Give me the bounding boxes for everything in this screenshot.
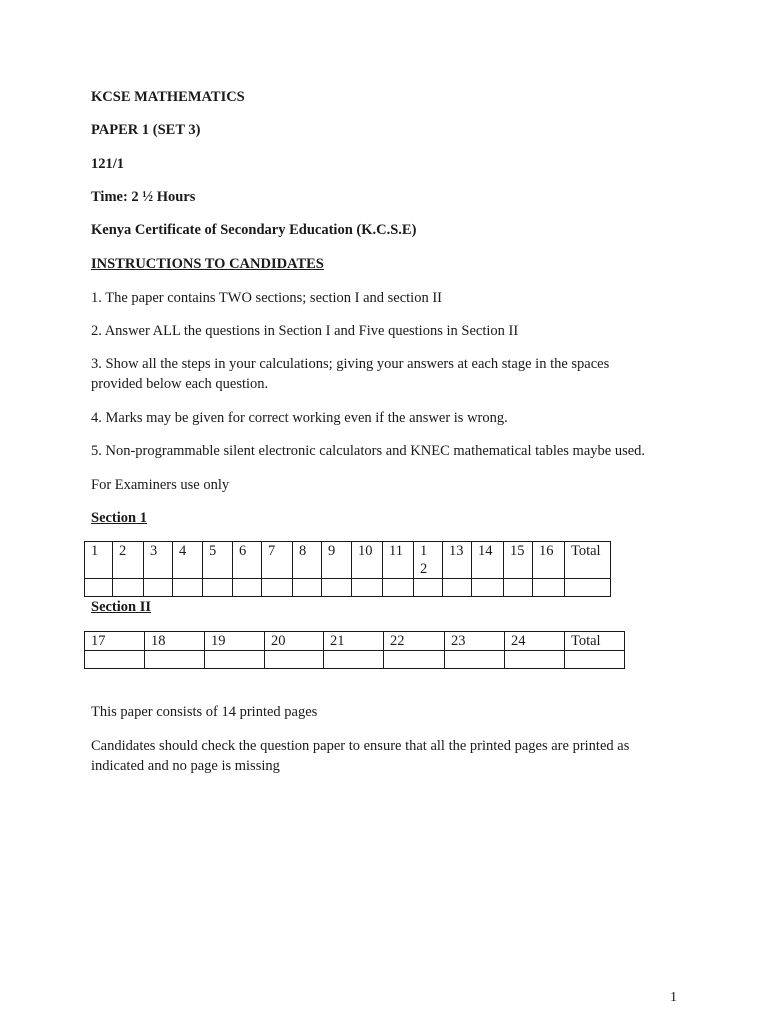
table-header-cell: 13 <box>443 542 472 579</box>
table-header-cell: 18 <box>145 632 205 651</box>
marks-cell <box>85 579 113 597</box>
instruction-item: 3. Show all the steps in your calculations; giving your answers at each stage in the spaces provided below each question. <box>91 356 610 392</box>
marks-cell <box>384 651 445 669</box>
marks-cell <box>414 579 443 597</box>
table-header-cell: 15 <box>504 542 533 579</box>
marks-cell <box>445 651 505 669</box>
marks-entry-row <box>85 651 625 669</box>
table-header-cell: 7 <box>262 542 293 579</box>
marks-cell <box>505 651 565 669</box>
marks-cell <box>233 579 262 597</box>
table-header-cell: 11 <box>383 542 414 579</box>
marks-cell <box>265 651 324 669</box>
marks-entry-row <box>85 579 611 597</box>
table-header-cell: 19 <box>205 632 265 651</box>
table-header-cell: 2 <box>113 542 144 579</box>
table-header-cell: 1 2 <box>414 542 443 579</box>
table-header-cell: 24 <box>505 632 565 651</box>
table-header-cell: 10 <box>352 542 383 579</box>
marks-cell <box>322 579 352 597</box>
table-header-cell: 22 <box>384 632 445 651</box>
marks-cell <box>293 579 322 597</box>
marks-cell <box>565 651 625 669</box>
table-header-cell: 5 <box>203 542 233 579</box>
marks-cell <box>565 579 611 597</box>
marks-cell <box>383 579 414 597</box>
paper-label: PAPER 1 (SET 3) <box>91 122 201 138</box>
section1-marks-table <box>84 541 611 597</box>
table-header-cell: 14 <box>472 542 504 579</box>
certificate-name: Kenya Certificate of Secondary Education (K.C.S.E) <box>91 222 417 238</box>
marks-cell <box>144 579 173 597</box>
marks-cell <box>173 579 203 597</box>
examiners-label: For Examiners use only <box>91 477 230 493</box>
table-header-cell: 17 <box>85 632 145 651</box>
marks-cell <box>145 651 205 669</box>
time-allowed: Time: 2 ½ Hours <box>91 189 196 205</box>
marks-cell <box>443 579 472 597</box>
marks-cell <box>113 579 144 597</box>
section2-marks-table <box>84 631 625 669</box>
marks-cell <box>352 579 383 597</box>
instruction-item: 2. Answer ALL the questions in Section I and Five questions in Section II <box>91 323 519 339</box>
table-header-cell: 8 <box>293 542 322 579</box>
table-header-cell: 20 <box>265 632 324 651</box>
instructions-heading: INSTRUCTIONS TO CANDIDATES <box>91 256 324 272</box>
marks-cell <box>504 579 533 597</box>
table-header-cell: 16 <box>533 542 565 579</box>
instruction-item: 4. Marks may be given for correct working even if the answer is wrong. <box>91 410 508 426</box>
marks-cell <box>472 579 504 597</box>
instruction-item: 1. The paper contains TWO sections; section I and section II <box>91 290 442 306</box>
marks-cell <box>203 579 233 597</box>
table-header-cell: Total <box>565 632 625 651</box>
page-number: 1 <box>670 990 677 1005</box>
pages-note: This paper consists of 14 printed pages <box>91 704 318 720</box>
table-header-cell: 21 <box>324 632 384 651</box>
table-header-cell: 4 <box>173 542 203 579</box>
marks-cell <box>205 651 265 669</box>
section2-heading: Section II <box>91 599 152 615</box>
marks-cell <box>262 579 293 597</box>
table-header-cell: 3 <box>144 542 173 579</box>
check-note: Candidates should check the question paper to ensure that all the printed pages are printed as indicated and no page is missing <box>91 738 630 774</box>
table-header-cell: 1 <box>85 542 113 579</box>
marks-cell <box>85 651 145 669</box>
section1-heading: Section 1 <box>91 510 147 526</box>
exam-title: KCSE MATHEMATICS <box>91 89 245 105</box>
table-header-cell: 9 <box>322 542 352 579</box>
marks-cell <box>324 651 384 669</box>
paper-code: 121/1 <box>91 156 125 172</box>
marks-cell <box>533 579 565 597</box>
table-header-cell: Total <box>565 542 611 579</box>
table-header-cell: 6 <box>233 542 262 579</box>
table-header-cell: 23 <box>445 632 505 651</box>
instruction-item: 5. Non-programmable silent electronic calculators and KNEC mathematical tables maybe used. <box>91 443 646 459</box>
